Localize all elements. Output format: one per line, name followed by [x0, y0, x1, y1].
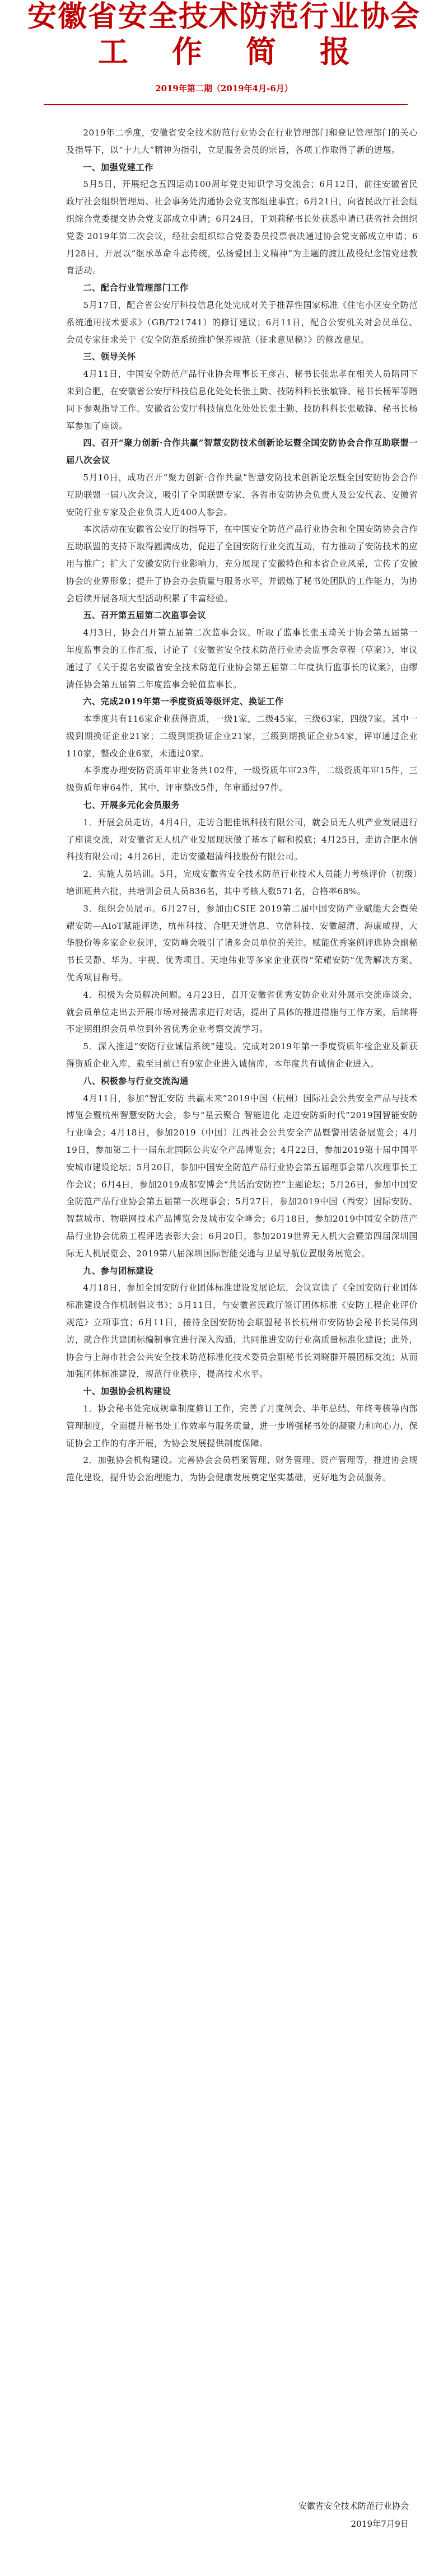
body-paragraph: 3．组织会员展示。6月27日，参加由CSIE 2019第二届中国安防产业赋能大会暨荣耀安防—AIoT赋能评选，杭州科技、合肥天进信息、立信科技、安徽超清、海康威视、大华股份等多家企业获评，安防峰会吸引了诸多会员单位的关注。赋能优秀案例评选协会副秘书长吴静、华为、宇视、优秀项目、天地伟业等多家企业获得“荣耀安防”优秀解决方案、优秀项目称号。: [66, 903, 418, 983]
issue-number: 2019年第二期（2019年4月-6月）: [155, 83, 293, 93]
report-body: [66, 124, 418, 1486]
body-paragraph: 2．实施人员培训。5月，完成安徽省安全技术防范行业技术人员能力考核评价（初级）培训班共六批，共培训会员人员836名，其中考核人数571名，合格率68%。: [66, 869, 418, 897]
signature-org: 安徽省安全技术防范行业协会: [298, 2501, 409, 2511]
body-paragraph: 4月11日，中国安全防范产品行业协会理事长王彦吉、秘书长张忠孝在相关人员陪同下来到合肥，在安徽省公安厅科技信息化处处长张土勤、技防科科长张敏锋、秘书长杨军等陪同下参观指导工作。安徽省公安厅科技信息化处处长张土勤、技防科科长张敏锋、秘书长杨军参加了座谈。: [66, 369, 418, 431]
section-heading: 十、加强协会机构建设: [83, 1386, 171, 1397]
section-heading: 六、完成2019年第一季度资质等级评定、换证工作: [83, 696, 284, 707]
section-heading: 三、领导关怀: [83, 352, 136, 362]
section-heading: 九、参与团标建设: [83, 1265, 153, 1276]
section-heading: 二、配合行业管理部门工作: [83, 283, 189, 293]
body-paragraph: 5月5日，开展纪念五四运动100周年党史知识学习交流会；6月12日，前往安徽省民政厅社会组织管理局、社会事务处沟通协会党支部组建事宜；6月21日，向省民政厅社会组织综合党委提交协会党支部成立申请；6月24日，于刘莉秘书长处获悉申请已获省社会组织党委 2019年第二次会议，经社会组织综合党委委员投票表决通过协会党支部成立申请；6月28日，开展以“继承革命斗志传统，弘扬爱国主义精神”为主题的渡江战役纪念馆党建教育活动。: [66, 179, 418, 276]
signature-block: [298, 2497, 409, 2533]
body-paragraph: 本次活动在安徽省公安厅的指导下，在中国安全防范产品行业协会和全国安防协会合作互助联盟的支持下取得圆满成功，促进了全国安防行业交流互动，有力推动了安防技术的应用与推广；扩大了安徽安防行业影响力，充分展现了安徽特色和本省企业风采，宣传了安徽协会的业界形象；提升了协会办会质量与服务水平，并锻炼了秘书处团队的工作能力，为协会后续开展各项大型活动积累了丰富经验。: [66, 524, 418, 604]
body-paragraph: 4月3日，协会召开第五届第二次监事会议。听取了监事长张玉琦关于协会第五届第一年度监事会的工作汇报，讨论了《安徽省安全技术防范行业协会监事会章程（草案）》，审议通过了《关于提名安徽省安全技术防范行业协会第五届第二年度执行监事长的议案》，由缪清任协会第五届第二年度监事会轮值监事长。: [66, 628, 418, 690]
body-paragraph: 2．加强协会机构建设。完善协会会员档案管理、财务管理、资产管理等，推进协会规范化建设，提升协会治理能力，为协会健康发展奠定坚实基础，更好地为会员服务。: [66, 1455, 418, 1483]
body-paragraph: 1．开展会员走访，4月4日，走访合肥佳讯科技有限公司，就会员无人机产业发展进行了座谈交流，对安徽省无人机产业发展现状做了基本了解和摸底；4月25日，走访合肥水信科技有限公司；4月26日，走访安徽超清科技股份有限公司。: [66, 817, 418, 862]
body-paragraph: 本季度共有116家企业获得资质，一级1家，二级45家，三级63家，四级7家。其中一级到期换证企业21家；二级到期换证企业21家，三级到期换证企业54家，评审通过企业110家，整改企业6家，未通过0家。: [66, 714, 418, 759]
body-paragraph: 5月17日，配合省公安厅科技信息化处完成对关于推荐性国家标准《住宅小区安全防范系统通用技术要求》（GB/T21741）的修订建议；6月11日，配合公安机关对会员单位、会员专家征求关于《安全防范系统维护保养规范（征求意见稿）》的修改意见。: [66, 300, 418, 345]
body-paragraph: 2019年二季度，安徽省安全技术防范行业协会在行业管理部门和登记管理部门的关心及指导下，以“十九大”精神为指引，立足服务会员的宗旨，各项工作取得了新的进展。: [66, 128, 418, 155]
body-paragraph: 本季度办理安防资质年审业务共102件，一级资质年审23件，二级资质年审15件，三级资质年审64件，其中，评审整改5件，年审通过97件。: [66, 765, 418, 793]
body-paragraph: 5月10日，成功召开“聚力创新·合作共赢”智慧安防技术创新论坛暨全国安防协会合作互助联盟一届八次会议，吸引了全国联盟专家、各省市安防协会负责人及公安代表、安徽省安防行业专家及企业负责人近400人参会。: [66, 472, 418, 517]
report-title-bulletin: 工作简报: [98, 34, 394, 69]
section-heading: 五、召开第五届第二次监事会议: [83, 610, 207, 621]
section-heading: 一、加强党建工作: [83, 162, 153, 172]
body-paragraph: 4月18日，参加全国安防行业团体标准建设发展论坛，会议宣读了《全国安防行业团体标准建设合作机制倡议书》；5月11日，与安徽省民政厅签订团体标准《安防工程企业评价规范》立项事宜；6月11日，接待全国安防协会联盟秘书长杭州市安防协会秘书长吴伟到访，就合作共建团标编制事宜进行深入沟通，共同推进安防行业高质量标准化建设；此外，协会与上海市社会公共安全技术防范标准化技术委员会副秘书长刘晓群开展团标交流；从而加强团体标准建设，规范行业秩序，提高技术水平。: [66, 1283, 418, 1380]
report-title-org: 安徽省安全技术防范行业协会: [27, 0, 421, 34]
signature-date: 2019年7月9日: [351, 2519, 409, 2529]
section-heading: 四、召开“聚力创新·合作共赢”智慧安防技术创新论坛暨全国安防协会合作互助联盟一届八次会议: [66, 438, 418, 466]
section-heading: 七、开展多元化会员服务: [83, 800, 180, 811]
body-paragraph: 4．积极为会员解决问题。4月23日，召开安徽省优秀安防企业对外展示交流座谈会，就会员单位走出去开展市场对接需求进行对话，提出了具体的推进措施与工作方案，后续将不定期组织会员单位到外省优秀企业考察交流学习。: [66, 989, 418, 1035]
body-paragraph: 5．深入推进“安防行业诚信系统”建设。完成对2019年第一季度资质年检企业及新获得资质企业入库，截至目前已有9家企业进入诚信库，本年度共有诚信企业进入。: [66, 1041, 418, 1069]
body-paragraph: 4月11日，参加“智汇安防 共赢未来”2019中国（杭州）国际社会公共安全产品与技术博览会暨杭州智慧安防大会，参与“星云聚合 智能进化 走进安防新时代”2019国智能安防行业峰会；4月18日，参加2019（中国）江西社会公共安全产品暨警用装备展览会；4月19日，参加第二十一届东北国际公共安全产品博览会；4月22日，参加2019第十届中国平安城市建设论坛；5月20日，参加中国安全防范产品行业协会第五届理事会第八次理事长工作会议；6月4日，参加2019成都安博会“共话治安防控”主题论坛；5月26日，参加中国安全防范产品行业协会第五届第一次理事会；5月27日，参加2019中国（西安）国际安防、智慧城市、物联网技术产品博览会及城市安全峰会；6月18日，参加2019中国安全防范产品行业协会优质工程评选表彰大会；6月20日，参加2019世界无人机大会暨第四届深圳国际无人机展览会、2019第八届深圳国际智能交通与卫星导航位置服务展览会。: [66, 1093, 418, 1259]
body-paragraph: 1．协会秘书处完成规章制度修订工作，完善了月度例会、半年总结、年终考核等内部管理制度，全面提升秘书处工作效率与服务质量，进一步增强秘书处的凝聚力和向心力，保证协会工作的有序开展，为协会发展提供制度保障。: [66, 1403, 418, 1448]
section-heading: 八、积极参与行业交流沟通: [83, 1076, 189, 1086]
header-divider: [44, 104, 408, 105]
